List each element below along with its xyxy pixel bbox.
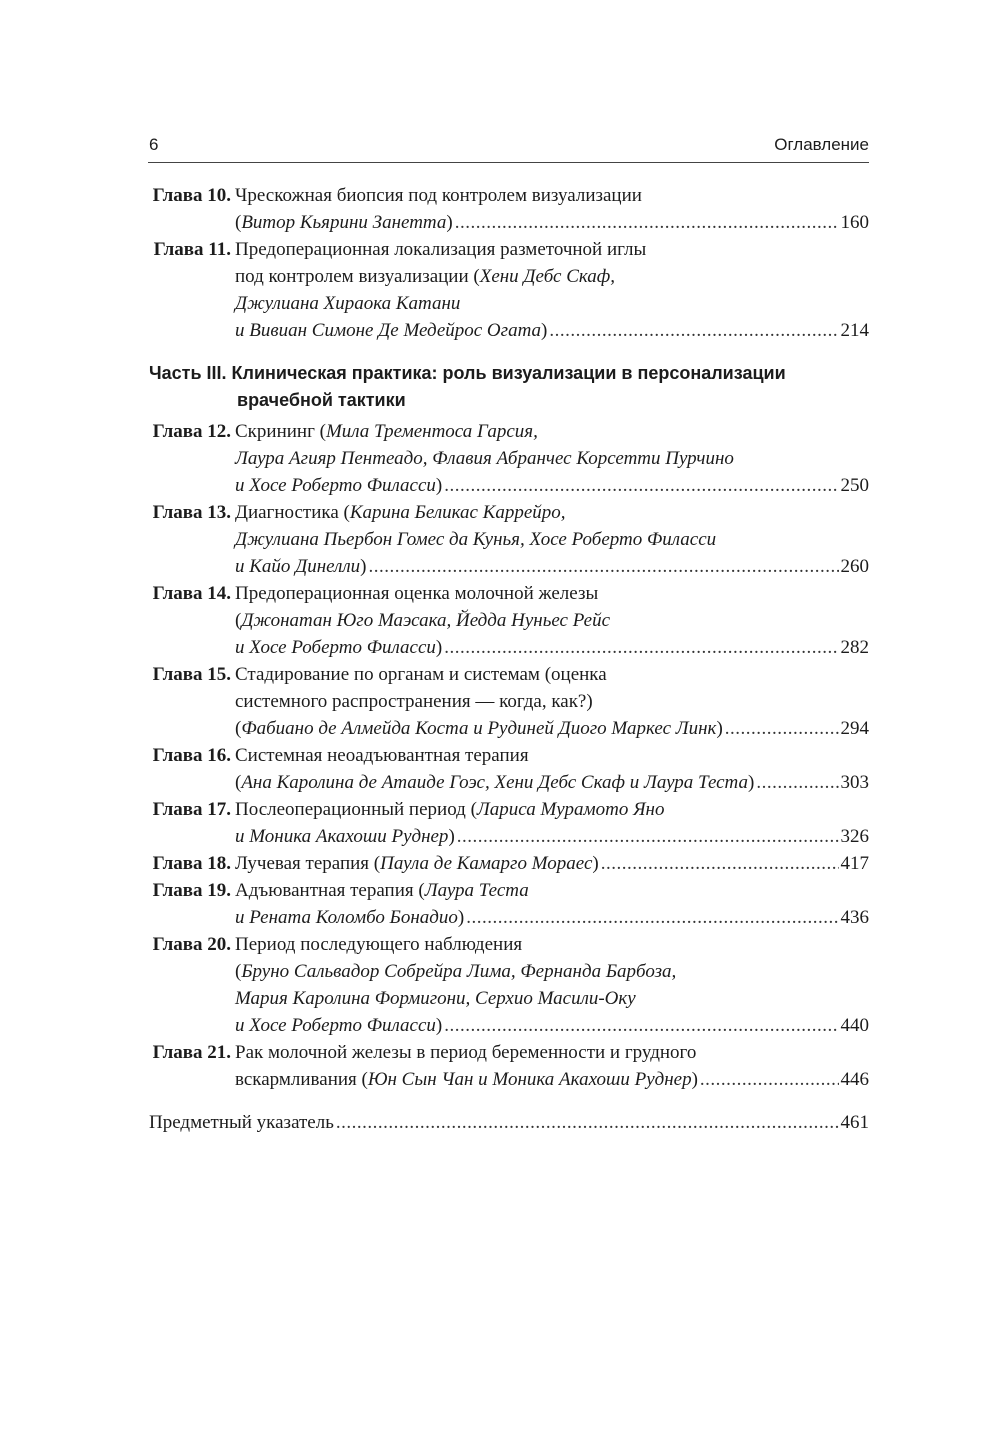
chapter-title: Диагностика ( — [235, 502, 350, 523]
chapter-authors: Мария Каролина Формигони, Серхио Масили-Оку — [235, 988, 636, 1009]
part-title-cont: врачебной тактики — [237, 390, 406, 410]
toc-entry-chapter-12[interactable]: Глава 12. Скрининг (Мила Трементоса Гарсия, Лаура Агияр Пентеадо, Флавия Абранчес Корсетти Пурчино и Хосе Роберто Филасси) ..... 250 — [148, 418, 869, 499]
leader-dots — [369, 553, 839, 580]
leader-dots — [466, 904, 838, 931]
chapter-authors: Лариса Мурамото Яно — [476, 799, 665, 820]
toc-entry-chapter-18[interactable]: Глава 18. Лучевая терапия (Паула де Камарго Мораес) ..... 417 — [148, 850, 869, 877]
chapter-authors: Паула де Камарго Мораес — [380, 853, 593, 874]
chapter-label: Глава 19. — [152, 880, 231, 901]
header-divider — [148, 162, 869, 163]
leader-dots — [601, 850, 839, 877]
page-ref: 446 — [840, 1069, 869, 1090]
toc-entry-chapter-11[interactable]: Глава 11. Предоперационная локализация разметочной иглы под контролем визуализации (Хени Дебс Скаф, Джулиана Хираока Катани и Вивиан Симоне Де Медейрос Огата) ..... 214 — [148, 236, 869, 344]
toc-entry-chapter-10[interactable]: Глава 10. Чрескожная биопсия под контролем визуализации (Витор Кьярини Занетта) ..... 160 — [148, 182, 869, 236]
leader-dots — [457, 823, 839, 850]
chapter-title-cont: вскармливания ( — [235, 1069, 368, 1090]
chapter-title-cont: под контролем визуализации ( — [235, 266, 480, 287]
chapter-title: Адъювантная терапия ( — [235, 880, 425, 901]
part-heading — [148, 360, 869, 414]
chapter-authors: и Хосе Роберто Филасси — [235, 475, 436, 496]
leader-dots — [725, 715, 839, 742]
chapter-authors: Лаура Теста — [424, 880, 529, 901]
chapter-label: Глава 12. — [152, 421, 231, 442]
chapter-authors: и Моника Акахоши Руднер — [235, 826, 449, 847]
chapter-authors: Мила Трементоса Гарсия, — [325, 421, 538, 442]
chapter-authors: Витор Кьярини Занетта — [241, 212, 447, 233]
page-ref: 303 — [840, 772, 869, 793]
toc-entry-index[interactable] — [148, 1109, 869, 1136]
page-ref: 294 — [840, 718, 869, 739]
page-ref: 417 — [840, 853, 869, 874]
page-ref: 214 — [840, 320, 869, 341]
toc-entry-chapter-20[interactable]: Глава 20. Период последующего наблюдения (Бруно Сальвадор Собрейра Лима, Фернанда Барбоза, Мария Каролина Формигони, Серхио Масили-Оку и Хосе Роберто Филасси) ..... 440 — [148, 931, 869, 1039]
chapter-authors: Джулиана Пьербон Гомес да Кунья, Хосе Роберто Филасси — [235, 529, 717, 550]
leader-dots — [549, 317, 838, 344]
chapter-authors: Фабиано де Алмейда Коста и Рудиней Диого Маркес Линк — [241, 718, 717, 739]
index-title: Предметный указатель — [149, 1112, 334, 1133]
chapter-authors: и Хосе Роберто Филасси — [235, 1015, 436, 1036]
chapter-title: Послеоперационный период ( — [235, 799, 477, 820]
page-ref: 160 — [840, 212, 869, 233]
chapter-label: Глава 16. — [152, 745, 231, 766]
page-ref: 436 — [840, 907, 869, 928]
chapter-label: Глава 11. — [153, 239, 231, 260]
leader-dots — [336, 1109, 839, 1136]
page-number: 6 — [149, 135, 159, 154]
chapter-title: Предоперационная оценка молочной железы — [235, 583, 599, 604]
chapter-title: Период последующего наблюдения — [235, 934, 523, 955]
toc-entry-chapter-21[interactable]: Глава 21. Рак молочной железы в период беременности и грудного вскармливания (Юн Сын Чан и Моника Акахоши Руднер) ..... 446 — [148, 1039, 869, 1093]
part-title: Часть III. Клиническая практика: роль визуализации в персонализации — [149, 363, 786, 383]
chapter-title: Чрескожная биопсия под контролем визуализации — [235, 185, 642, 206]
page-ref: 461 — [840, 1112, 869, 1133]
toc-entry-chapter-17[interactable]: Глава 17. Послеоперационный период (Лариса Мурамото Яно и Моника Акахоши Руднер) ..... 326 — [148, 796, 869, 850]
chapter-title: Системная неоадъювантная терапия — [235, 745, 529, 766]
chapter-authors: Ана Каролина де Атаиде Гоэс, Хени Дебс Скаф и Лаура Теста — [241, 772, 749, 793]
page-ref: 250 — [840, 475, 869, 496]
page-ref: 260 — [840, 556, 869, 577]
chapter-label: Глава 20. — [152, 934, 231, 955]
chapter-authors: Юн Сын Чан и Моника Акахоши Руднер — [367, 1069, 692, 1090]
chapter-label: Глава 14. — [152, 583, 231, 604]
running-header — [148, 133, 869, 159]
toc-entry-chapter-13[interactable]: Глава 13. Диагностика (Карина Беликас Каррейро, Джулиана Пьербон Гомес да Кунья, Хосе Роберто Филасси и Кайо Динелли) ..... 260 — [148, 499, 869, 580]
chapter-title-cont: системного распространения — когда, как?) — [235, 691, 593, 712]
chapter-label: Глава 18. — [152, 853, 231, 874]
chapter-title: Лучевая терапия ( — [235, 853, 381, 874]
leader-dots — [455, 209, 839, 236]
chapter-label: Глава 13. — [152, 502, 231, 523]
chapter-authors: и Хосе Роберто Филасси — [235, 637, 436, 658]
leader-dots — [700, 1066, 839, 1093]
chapter-title: Предоперационная локализация разметочной иглы — [235, 239, 647, 260]
chapter-authors: и Рената Коломбо Бонадио — [235, 907, 458, 928]
chapter-label: Глава 21. — [152, 1042, 231, 1063]
chapter-authors: Хени Дебс Скаф, — [479, 266, 616, 287]
chapter-authors: Карина Беликас Каррейро, — [349, 502, 566, 523]
chapter-title: Стадирование по органам и системам (оценка — [235, 664, 607, 685]
table-of-contents — [148, 182, 869, 1136]
chapter-authors: Джонатан Юго Маэсака, Йедда Нуньес Рейс — [241, 610, 611, 631]
toc-entry-chapter-19[interactable]: Глава 19. Адъювантная терапия (Лаура Теста и Рената Коломбо Бонадио) ..... 436 — [148, 877, 869, 931]
chapter-authors: и Вивиан Симоне Де Медейрос Огата — [235, 320, 542, 341]
leader-dots — [444, 1012, 838, 1039]
chapter-authors: Бруно Сальвадор Собрейра Лима, Фернанда Барбоза, — [241, 961, 677, 982]
leader-dots — [444, 472, 838, 499]
chapter-label: Глава 17. — [152, 799, 231, 820]
header-title: Оглавление — [774, 135, 869, 154]
page-ref: 282 — [840, 637, 869, 658]
chapter-authors: Лаура Агияр Пентеадо, Флавия Абранчес Корсетти Пурчино — [235, 448, 734, 469]
chapter-label: Глава 15. — [152, 664, 231, 685]
toc-entry-chapter-16[interactable]: Глава 16. Системная неоадъювантная терапия (Ана Каролина де Атаиде Гоэс, Хени Дебс Скаф и Лаура Теста) ..... 303 — [148, 742, 869, 796]
toc-entry-chapter-14[interactable]: Глава 14. Предоперационная оценка молочной железы (Джонатан Юго Маэсака, Йедда Нуньес Рейс и Хосе Роберто Филасси) ..... 282 — [148, 580, 869, 661]
chapter-authors: и Кайо Динелли — [235, 556, 361, 577]
chapter-title: Скрининг ( — [235, 421, 326, 442]
page-ref: 440 — [840, 1015, 869, 1036]
chapter-authors: Джулиана Хираока Катани — [235, 293, 461, 314]
leader-dots — [444, 634, 838, 661]
toc-entry-chapter-15[interactable]: Глава 15. Стадирование по органам и системам (оценка системного распространения — когда, как?) (Фабиано де Алмейда Коста и Рудиней Диого Маркес Линк) ..... 294 — [148, 661, 869, 742]
page-ref: 326 — [840, 826, 869, 847]
chapter-label: Глава 10. — [152, 185, 231, 206]
chapter-title: Рак молочной железы в период беременности и грудного — [235, 1042, 697, 1063]
leader-dots — [756, 769, 838, 796]
